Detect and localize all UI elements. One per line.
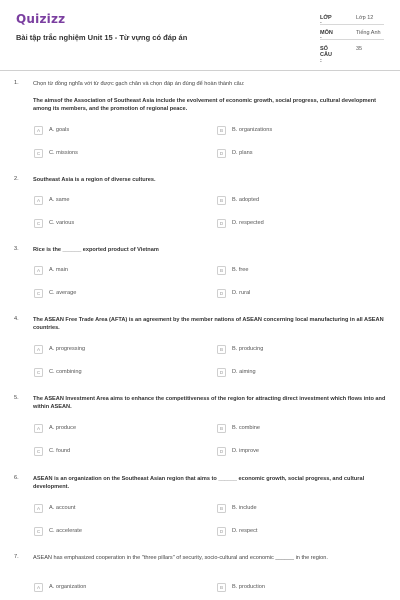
question-number: 6. bbox=[14, 475, 19, 481]
option-letter-box: A bbox=[34, 345, 43, 354]
option-letter-box: D bbox=[217, 219, 226, 228]
question-number: 5. bbox=[14, 395, 19, 401]
question-number: 7. bbox=[14, 554, 19, 560]
question-number: 3. bbox=[14, 246, 19, 252]
option-letter-box: C bbox=[34, 447, 43, 456]
option-label: D. improve bbox=[232, 448, 260, 454]
question-stem: The ASEAN Free Trade Area (AFTA) is an agreement by the member nations of ASEAN concerning local manufacturing in all ASEAN countries. bbox=[33, 317, 384, 331]
meta-divider bbox=[320, 24, 384, 25]
option-label: B. include bbox=[232, 505, 257, 511]
option-letter-box: C bbox=[34, 368, 43, 377]
option-letter-box: D bbox=[217, 289, 226, 298]
option-letter-box: C bbox=[34, 527, 43, 536]
option-letter-box: D bbox=[217, 149, 226, 158]
question-stem: ASEAN has emphasized cooperation in the "three pillars" of security, socio-cultural and economic ______ in the region. bbox=[33, 555, 328, 561]
question-stem: The ASEAN Investment Area aims to enhance the competitiveness of the region for attracting direct investment which flows into and within ASEAN. bbox=[33, 396, 386, 410]
option-label: B. production bbox=[232, 584, 265, 590]
question-stem: ASEAN is an organization on the Southeast Asian region that aims to ______ economic growth, social progress, and cultural development. bbox=[33, 476, 365, 490]
option-letter-box: A bbox=[34, 424, 43, 433]
question-stem: The aimsof the Association of Southeast Asia include the evolvement of economic growth, social progress, cultural development among its members, and the promotion of regional peace. bbox=[33, 98, 377, 112]
option-letter-box: A bbox=[34, 583, 43, 592]
option-letter-box: C bbox=[34, 149, 43, 158]
option-label: B. combine bbox=[232, 425, 260, 431]
question-number: 1. bbox=[14, 80, 19, 86]
option-letter-box: A bbox=[34, 126, 43, 135]
option-letter-box: B bbox=[217, 196, 226, 205]
option-label: C. various bbox=[49, 220, 75, 226]
option-label: B. organizations bbox=[232, 127, 273, 133]
option-letter-box: B bbox=[217, 504, 226, 513]
option-letter-box: B bbox=[217, 583, 226, 592]
option-letter-box: C bbox=[34, 289, 43, 298]
meta-grade-label: LỚP : bbox=[320, 15, 332, 27]
meta-count-value: 35 bbox=[356, 46, 363, 52]
option-label: B. free bbox=[232, 267, 249, 273]
option-label: C. missions bbox=[49, 150, 78, 156]
document-title: Bài tập trắc nghiệm Unit 15 - Từ vựng có đáp án bbox=[16, 33, 188, 42]
option-label: D. aiming bbox=[232, 369, 256, 375]
option-label: A. produce bbox=[49, 425, 77, 431]
question-stem: Rice is the ______ exported product of Vietnam bbox=[33, 247, 159, 253]
option-letter-box: A bbox=[34, 504, 43, 513]
quizizz-logo: Quizizz bbox=[16, 12, 66, 26]
question-number: 4. bbox=[14, 316, 19, 322]
question-number: 2. bbox=[14, 176, 19, 182]
option-label: D. respected bbox=[232, 220, 264, 226]
meta-divider bbox=[320, 39, 384, 40]
question-instruction: Chọn từ đồng nghĩa với từ được gạch chân và chọn đáp án đúng để hoàn thành câu: bbox=[33, 81, 245, 87]
option-label: D. rural bbox=[232, 290, 251, 296]
option-letter-box: D bbox=[217, 447, 226, 456]
question-stem: Southeast Asia is a region of diverse cultures. bbox=[33, 177, 156, 183]
option-letter-box: B bbox=[217, 345, 226, 354]
option-label: A. same bbox=[49, 197, 70, 203]
option-letter-box: A bbox=[34, 266, 43, 275]
option-label: C. combining bbox=[49, 369, 82, 375]
option-label: D. plans bbox=[232, 150, 253, 156]
meta-count-label: SỐ CÂU : bbox=[320, 46, 332, 64]
option-label: A. main bbox=[49, 267, 68, 273]
option-label: C. average bbox=[49, 290, 77, 296]
option-letter-box: C bbox=[34, 219, 43, 228]
option-letter-box: A bbox=[34, 196, 43, 205]
option-label: B. producing bbox=[232, 346, 264, 352]
header-divider bbox=[0, 70, 400, 71]
option-letter-box: D bbox=[217, 368, 226, 377]
option-letter-box: D bbox=[217, 527, 226, 536]
option-label: B. adopted bbox=[232, 197, 260, 203]
option-label: A. goals bbox=[49, 127, 70, 133]
option-label: A. account bbox=[49, 505, 76, 511]
document-header bbox=[0, 0, 400, 64]
option-label: A. organization bbox=[49, 584, 87, 590]
meta-grade-value: Lớp 12 bbox=[356, 15, 374, 21]
meta-subject-value: Tiếng Anh bbox=[356, 30, 381, 36]
option-label: A. progressing bbox=[49, 346, 86, 352]
option-label: C. accelerate bbox=[49, 528, 82, 534]
option-label: C. found bbox=[49, 448, 71, 454]
option-letter-box: B bbox=[217, 424, 226, 433]
option-letter-box: B bbox=[217, 266, 226, 275]
meta-subject-label: MÔN : bbox=[320, 30, 333, 42]
option-label: D. respect bbox=[232, 528, 258, 534]
option-letter-box: B bbox=[217, 126, 226, 135]
